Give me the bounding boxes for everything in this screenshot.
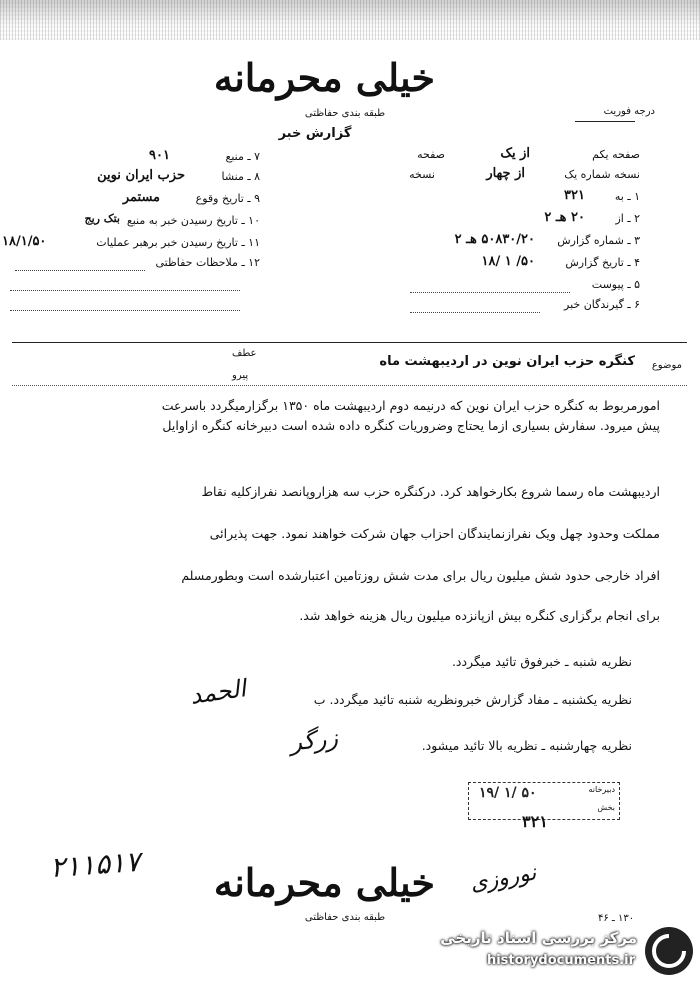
from-label: ۲ ـ از — [615, 212, 640, 225]
report-number-label: ۳ ـ شماره گزارش — [557, 234, 640, 247]
security-notes-label: ۱۲ ـ ملاحظات حفاظتی — [155, 256, 260, 269]
source-receipt-value: بتک ریج — [84, 212, 120, 225]
origin-value: حزب ایران نوین — [97, 168, 185, 183]
scan-shadow-top — [0, 0, 700, 26]
page-mid: از یک — [500, 146, 530, 161]
classification-bottom: خیلی محرمانه — [213, 860, 435, 905]
security-dots-1 — [15, 270, 145, 271]
attachment-label: ۵ ـ پیوست — [591, 278, 640, 291]
classification-sub-top: طبقه بندی حفاظتی — [304, 108, 386, 119]
report-number-value: ۵۰۸۳۰/۲۰ هـ ۲ — [454, 232, 535, 247]
handwritten-name: نوروزی — [468, 860, 539, 897]
subject-text: کنگره حزب ایران نوین در اردیبهشت ماه — [379, 354, 635, 369]
archive-logo — [420, 925, 695, 977]
source-receipt-label: ۱۰ ـ تاریخ رسیدن خبر به منبع — [126, 214, 260, 227]
classification-top: خیلی محرمانه — [213, 55, 435, 100]
ops-receipt-label: ۱۱ ـ تاریخ رسیدن خبر برهبر عملیات — [96, 236, 260, 249]
logo-url: historydocuments.ir — [486, 953, 635, 968]
source-value: ۹۰۱ — [149, 148, 170, 163]
body-line: مملکت وحدود چهل ویک نفرازنمایندگان احزاب جهان شرکت خواهند نمود. جهت پذیرائی — [209, 526, 660, 541]
copy-label: نسخه شماره یک — [564, 168, 640, 181]
opinion-wednesday: نظریه چهارشنبه ـ نظریه بالا تائید میشود. — [421, 738, 632, 753]
report-title: گزارش خبر — [278, 126, 352, 141]
stamp-line1-label: دبیرخانه — [588, 785, 615, 794]
divider-top — [12, 342, 687, 343]
attachment-dots — [410, 292, 570, 293]
to-value: ۳۲۱ — [564, 188, 585, 203]
ops-receipt-value: ۱۸/۱/۵۰ — [2, 234, 47, 249]
classification-sub-bottom: طبقه بندی حفاظتی — [304, 912, 386, 923]
body-line: برای انجام برگزاری کنگره بیش ازپانزده میلیون ریال هزینه خواهد شد. — [299, 608, 660, 623]
to-label: ۱ ـ به — [614, 190, 640, 203]
body-line: اردیبهشت ماه رسما شروع بکارخواهد کرد. درکنگره حزب سه هزاروپانصد نفرازکلیه نقاط — [201, 484, 660, 499]
signature-1: الحمد — [188, 674, 248, 710]
security-dots-3 — [10, 310, 240, 311]
handwritten-number: ۲۱۱۵۱۷ — [48, 844, 142, 885]
from-value: ۲۰ هـ ۲ — [544, 210, 585, 225]
occurrence-label: ۹ ـ تاریخ وقوع — [195, 192, 260, 205]
body-line: افراد خارجی حدود شش میلیون ریال برای مدت شش روزتامین اعتبارشده است وبطورمسلم — [181, 568, 660, 583]
report-date-value: ۱۸/ ۱ /۵۰ — [481, 254, 535, 269]
form-code: ۱۳۰ ـ ۴۶ — [598, 913, 635, 924]
stamp-line1-value: ۱۹/ ۱/ ۵۰ — [479, 785, 537, 801]
copy-end: نسخه — [409, 168, 435, 181]
stamp-line2-value: ۳۲۱ — [522, 812, 548, 831]
source-label: ۷ ـ منبع — [225, 150, 260, 163]
subject-label: موضوع — [651, 360, 682, 371]
recipients-dots — [410, 312, 540, 313]
body-line: پیش میرود. سفارش بسیاری ازما یحتاج وضروریات کنگره داده شده است دبیرخانه کنگره ازاوایل — [162, 418, 660, 433]
security-dots-2 — [10, 290, 240, 291]
report-date-label: ۴ ـ تاریخ گزارش — [565, 256, 640, 269]
priority-rule — [575, 121, 635, 122]
stamp-line2-label: بخش — [597, 803, 615, 812]
recipients-label: ۶ ـ گیرندگان خبر — [564, 298, 640, 311]
opinion-sunday: نظریه یکشنبه ـ مفاد گزارش خبرونظریه شنبه تائید میگردد. ب — [313, 692, 632, 707]
archive-logo-icon — [643, 925, 695, 977]
logo-text: مرکز بررسی اسناد تاریخی — [440, 929, 637, 947]
peiro-label: پیرو — [232, 370, 249, 381]
page-label: صفحه یکم — [592, 148, 640, 161]
page-end: صفحه — [417, 148, 445, 161]
copy-mid: از چهار — [486, 166, 525, 181]
body-line: امورمربوط به کنگره حزب ایران نوین که درنیمه دوم اردیبهشت ماه ۱۳۵۰ برگزارمیگردد باسرعت — [161, 398, 660, 413]
atf-label: عطف — [232, 348, 257, 359]
divider-subject — [12, 385, 687, 386]
opinion-saturday: نظریه شنبه ـ خبرفوق تائید میگردد. — [451, 654, 632, 669]
signature-2: زرگر — [288, 723, 340, 757]
occurrence-value: مستمر — [122, 190, 160, 205]
priority-label: درجه فوریت — [603, 106, 655, 117]
origin-label: ۸ ـ منشا — [221, 170, 260, 183]
